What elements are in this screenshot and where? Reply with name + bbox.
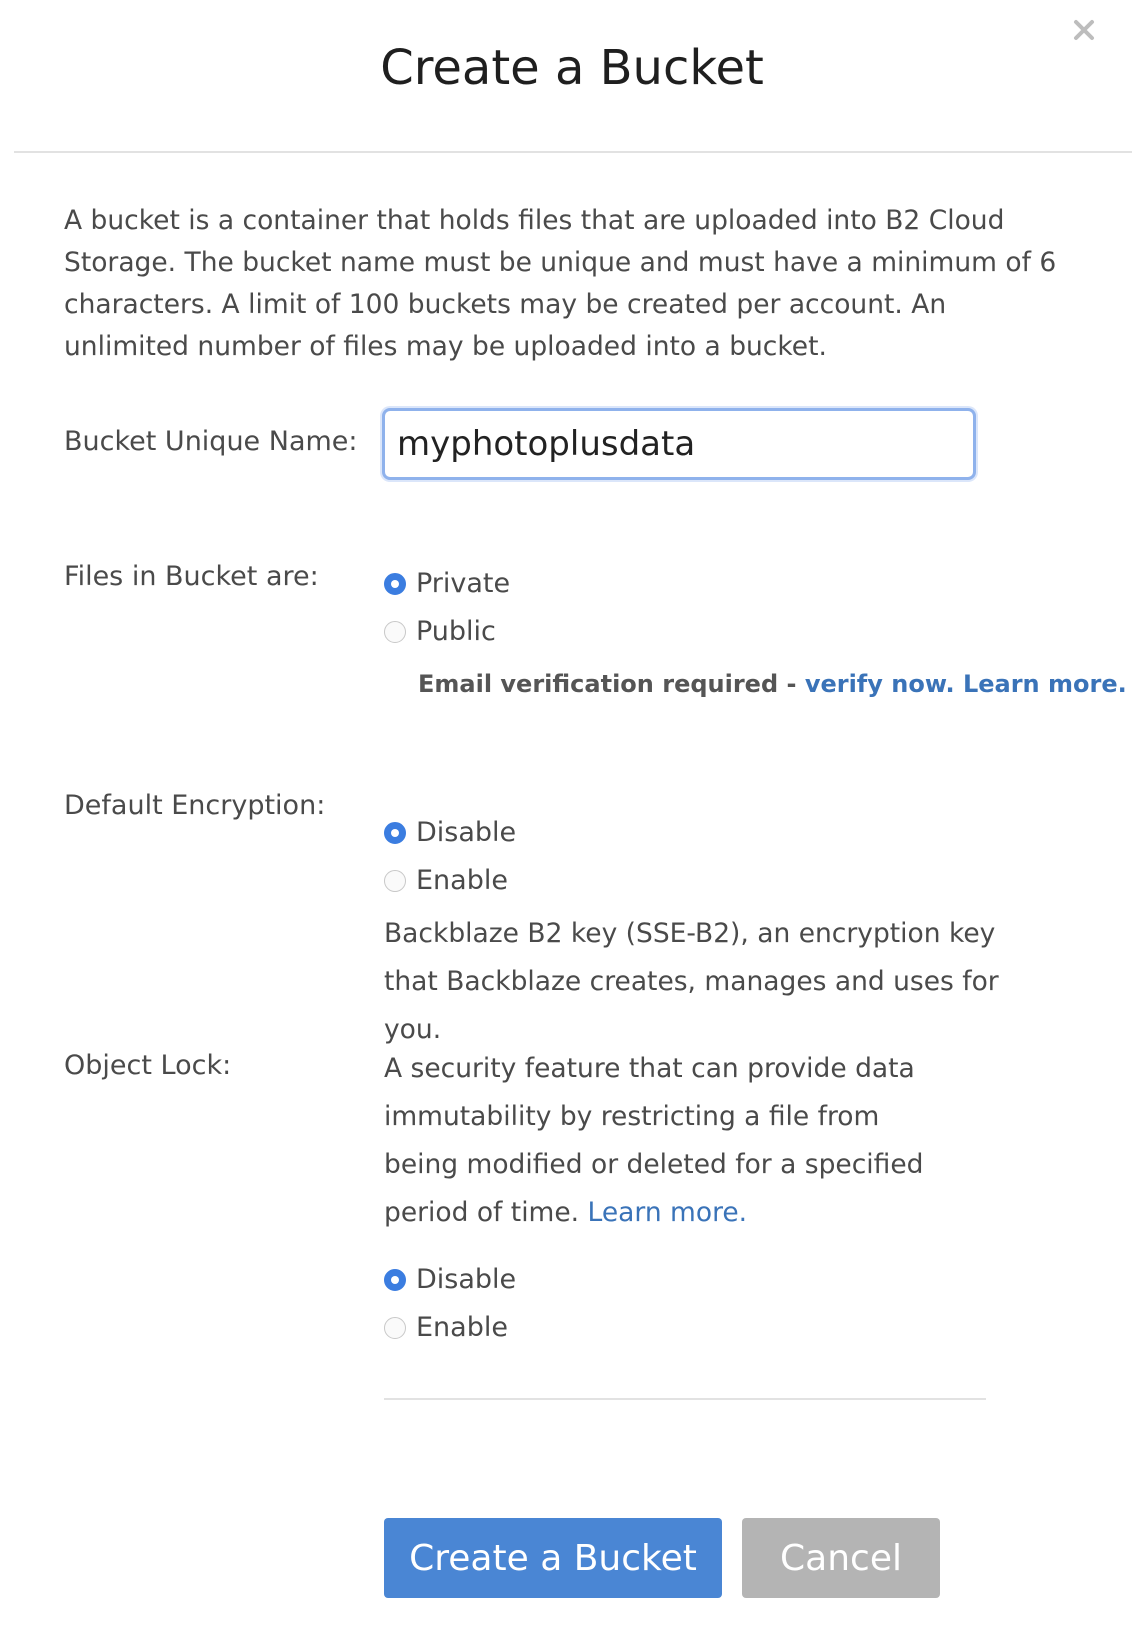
radio-object-lock-enable-button[interactable] [384, 1317, 406, 1339]
learn-more-link-object-lock[interactable]: Learn more. [587, 1197, 748, 1228]
radio-public-button[interactable] [384, 621, 406, 643]
learn-more-link-verification[interactable]: Learn more. [962, 670, 1127, 698]
radio-encryption-enable-label: Enable [416, 865, 508, 896]
radio-object-lock-enable-label: Enable [416, 1312, 508, 1343]
footer-divider [384, 1398, 986, 1400]
object-lock-description [384, 1045, 944, 1237]
object-lock-description-text: A security feature that can provide data immutability by restricting a file from being modified or deleted for a specified period of time. [384, 1053, 924, 1228]
verify-now-link[interactable]: verify now. [804, 670, 955, 698]
dialog-title: Create a Bucket [380, 40, 764, 96]
email-verification-note [418, 668, 1127, 700]
radio-public-label: Public [416, 616, 496, 647]
verification-required-text: Email verification required - [418, 670, 805, 698]
radio-encryption-disable-button[interactable] [384, 822, 406, 844]
cancel-button[interactable]: Cancel [742, 1518, 940, 1598]
intro-text: A bucket is a container that holds files that are uploaded into B2 Cloud Storage. The bucket name must be unique and must have a minimum of 6 characters. A limit of 100 buckets may be created per account. An unlimited number of files may be uploaded into a bucket. [64, 205, 1057, 362]
bucket-name-label: Bucket Unique Name: [64, 426, 358, 457]
radio-object-lock-disable[interactable] [384, 1262, 516, 1298]
radio-private-button[interactable] [384, 573, 406, 595]
radio-public[interactable] [384, 614, 496, 650]
header-divider [14, 151, 1132, 153]
radio-private[interactable] [384, 566, 510, 602]
radio-private-label: Private [416, 568, 511, 599]
files-visibility-label: Files in Bucket are: [64, 561, 319, 592]
radio-encryption-enable-button[interactable] [384, 870, 406, 892]
radio-encryption-enable[interactable] [384, 863, 508, 899]
radio-encryption-disable-label: Disable [416, 817, 517, 848]
radio-encryption-disable[interactable] [384, 815, 516, 851]
radio-object-lock-enable[interactable] [384, 1310, 508, 1346]
radio-object-lock-disable-button[interactable] [384, 1269, 406, 1291]
encryption-label: Default Encryption: [64, 790, 326, 821]
radio-object-lock-disable-label: Disable [416, 1264, 517, 1295]
create-bucket-button[interactable]: Create a Bucket [384, 1518, 722, 1598]
bucket-name-input[interactable] [382, 408, 976, 480]
encryption-description: Backblaze B2 key (SSE-B2), an encryption key that Backblaze creates, manages and uses for you. [384, 918, 999, 1045]
object-lock-label: Object Lock: [64, 1050, 232, 1081]
